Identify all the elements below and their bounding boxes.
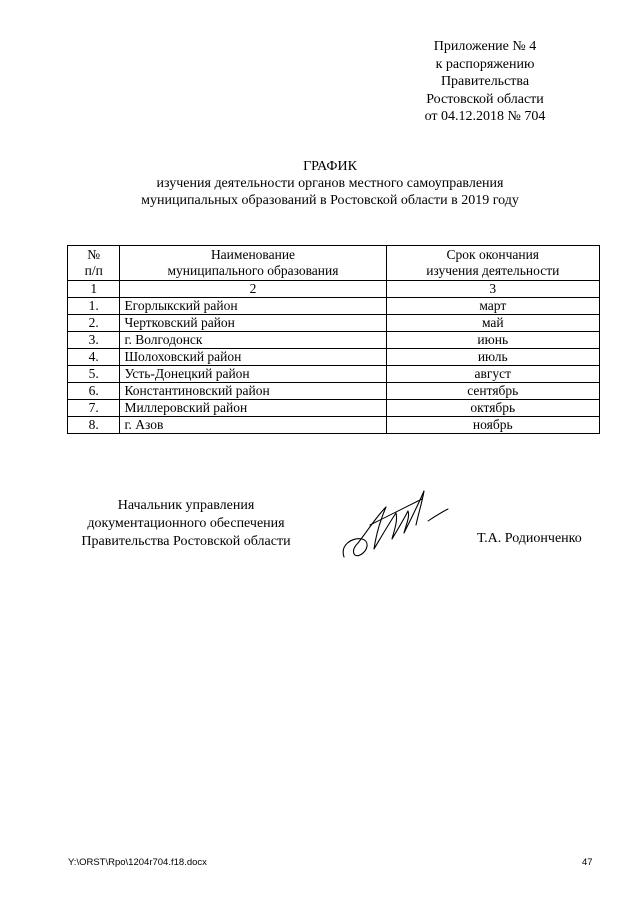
appendix-block: [400, 38, 570, 126]
signer-line: Правительства Ростовской области: [81, 534, 291, 549]
row-name: Егорлыкский район: [120, 298, 386, 315]
row-num: 4.: [68, 349, 120, 366]
row-name: г. Азов: [120, 417, 386, 434]
row-num: 7.: [68, 400, 120, 417]
signer-line: документационного обеспечения: [87, 516, 285, 531]
table-row: [68, 298, 600, 315]
row-name: Шолоховский район: [120, 349, 386, 366]
header-text: изучения деятельности: [426, 263, 560, 278]
row-term: август: [386, 366, 599, 383]
signer-line: Начальник управления: [117, 498, 255, 513]
column-number: 1: [68, 281, 120, 298]
row-num: 6.: [68, 383, 120, 400]
header-name: [120, 246, 386, 281]
header-text: п/п: [84, 263, 103, 278]
row-name: г. Волгодонск: [120, 332, 386, 349]
appendix-line: от 04.12.2018 № 704: [424, 109, 546, 125]
appendix-line: Правительства: [440, 74, 530, 90]
header-text: №: [87, 247, 101, 262]
table-row: [68, 417, 600, 434]
column-number-row: [68, 281, 600, 298]
row-num: 5.: [68, 366, 120, 383]
row-num: 8.: [68, 417, 120, 434]
appendix-line: Ростовской области: [426, 91, 544, 107]
page-number: 47: [582, 857, 593, 868]
appendix-line: к распоряжению: [435, 56, 535, 72]
row-num: 3.: [68, 332, 120, 349]
row-name: Чертковский район: [120, 315, 386, 332]
row-term: сентябрь: [386, 383, 599, 400]
header-num: [68, 246, 120, 281]
header-text: Срок окончания: [446, 247, 540, 262]
column-number: 3: [386, 281, 599, 298]
row-term: июль: [386, 349, 599, 366]
header-text: муниципального образования: [167, 263, 339, 278]
row-term: октябрь: [386, 400, 599, 417]
handwritten-signature: [340, 485, 455, 565]
appendix-line: Приложение № 4: [433, 39, 537, 54]
row-term: май: [386, 315, 599, 332]
row-num: 1.: [68, 298, 120, 315]
title-heading: ГРАФИК: [303, 159, 357, 174]
row-term: ноябрь: [386, 417, 599, 434]
table-row: [68, 332, 600, 349]
schedule-table: [67, 245, 600, 434]
header-text: Наименование: [210, 247, 296, 262]
row-name: Усть-Донецкий район: [120, 366, 386, 383]
document-title: [60, 158, 600, 209]
column-number: 2: [120, 281, 386, 298]
row-term: июнь: [386, 332, 599, 349]
table-header-row: [68, 246, 600, 281]
table-row: [68, 400, 600, 417]
signer-position: [66, 497, 306, 551]
table-row: [68, 383, 600, 400]
title-line: муниципальных образований в Ростовской области в 2019 году: [141, 193, 519, 208]
table-row: [68, 315, 600, 332]
row-term: март: [386, 298, 599, 315]
signer-name: Т.А. Родионченко: [477, 531, 582, 546]
row-name: Миллеровский район: [120, 400, 386, 417]
row-name: Константиновский район: [120, 383, 386, 400]
title-line: изучения деятельности органов местного самоуправления: [156, 176, 504, 191]
table-row: [68, 349, 600, 366]
row-num: 2.: [68, 315, 120, 332]
file-path: Y:\ORST\Rpo\1204r704.f18.docx: [68, 857, 207, 868]
header-term: [386, 246, 599, 281]
table-row: [68, 366, 600, 383]
